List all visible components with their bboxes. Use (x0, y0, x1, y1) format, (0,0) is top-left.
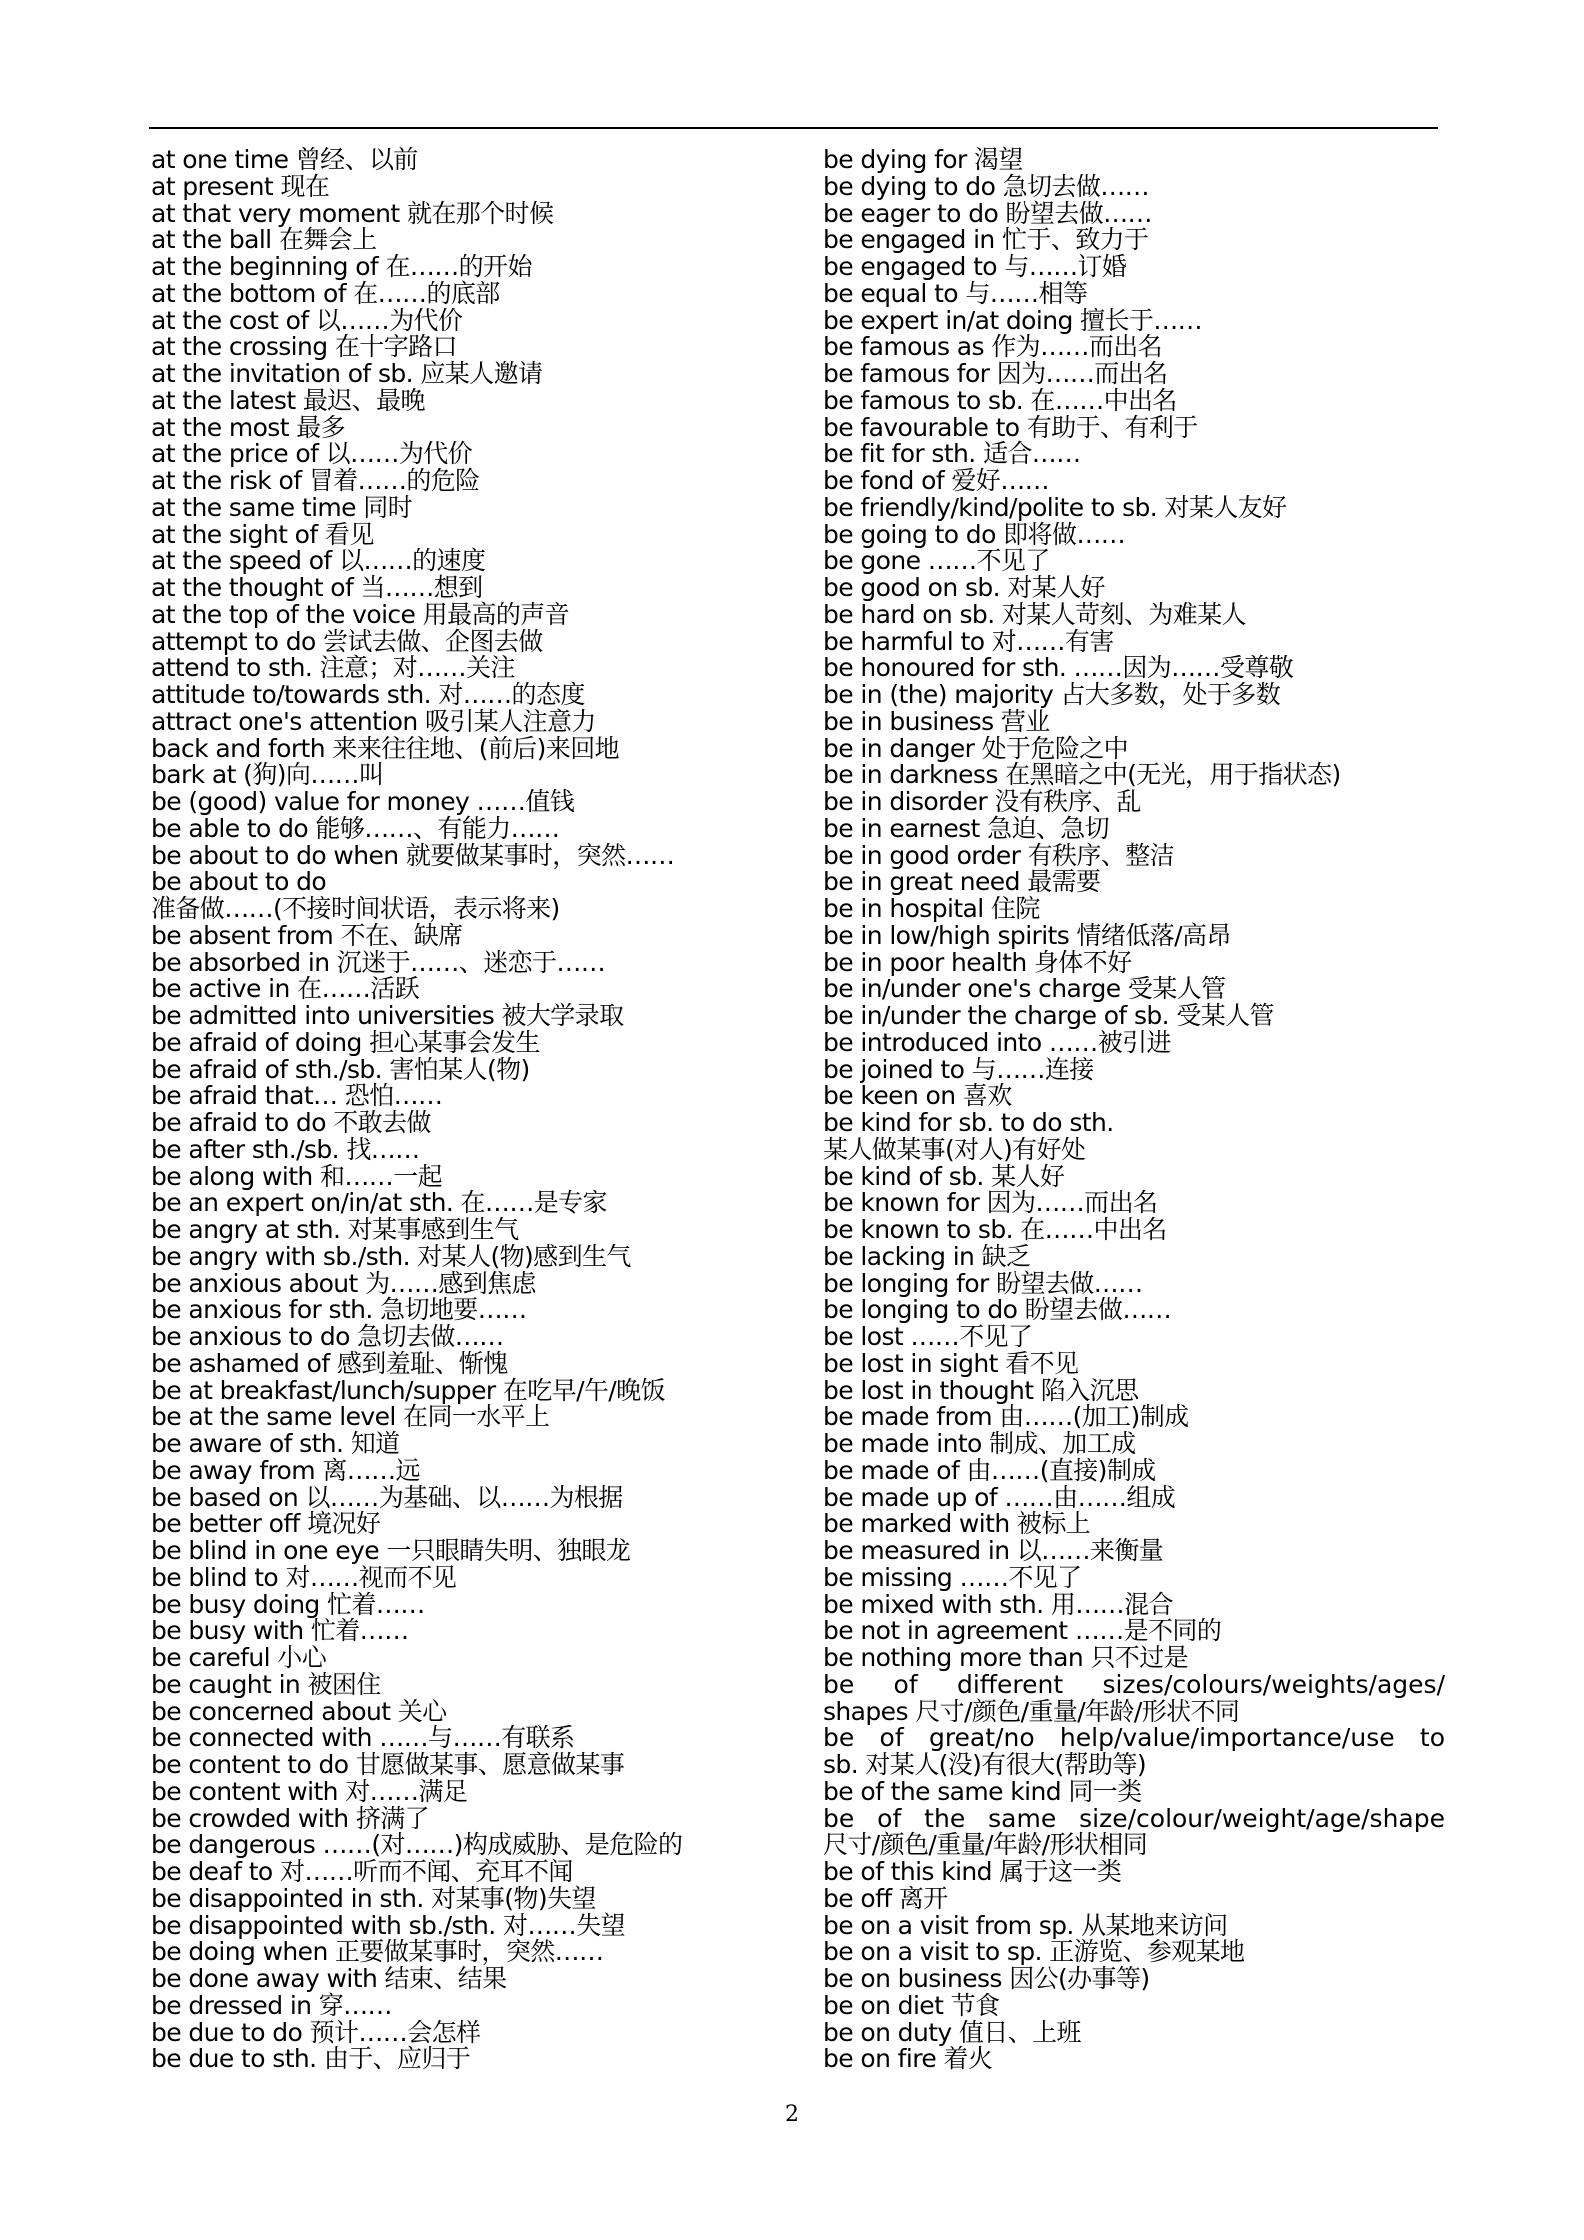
phrase-entry: be in danger 处于危险之中 (823, 733, 1129, 763)
phrase-entry: be content with 对……满足 (151, 1776, 468, 1806)
phrase-entry: be famous as 作为……而出名 (823, 332, 1163, 362)
phrase-entry: be blind in one eye 一只眼睛失明、独眼龙 (151, 1536, 631, 1565)
phrase-entry: be on business 因公(办事等) (823, 1964, 1150, 1993)
phrase-entry: be made up of ……由……组成 (823, 1482, 1176, 1512)
phrase-entry: be admitted into universities 被大学录取 (151, 1001, 624, 1030)
phrase-entry: be done away with 结束、结果 (151, 1964, 507, 1993)
phrase-entry: be of different sizes/colours/weights/ages/ (823, 1669, 1445, 1699)
phrase-entry: be mixed with sth. 用……混合 (823, 1589, 1173, 1619)
phrase-entry: be made from 由……(加工)制成 (823, 1402, 1189, 1432)
phrase-entry: be at the same level 在同一水平上 (151, 1402, 550, 1432)
page-number: 2 (785, 2102, 799, 2127)
phrase-entry: attend to sth. 注意；对……关注 (151, 653, 515, 683)
phrase-entry: be friendly/kind/polite to sb. 对某人友好 (823, 492, 1287, 522)
phrase-entry: be honoured for sth. ……因为……受尊敬 (823, 653, 1294, 683)
phrase-entry: be off 离开 (823, 1883, 948, 1913)
phrase-entry: be in hospital 住院 (823, 894, 1040, 923)
phrase-entry: be eager to do 盼望去做…… (823, 198, 1152, 228)
phrase-entry: be of the same kind 同一类 (823, 1776, 1142, 1806)
phrase-entry: be dressed in 穿…… (151, 1990, 392, 2020)
phrase-entry: 尺寸/颜色/重量/年龄/形状相同 (823, 1830, 1148, 1860)
phrase-entry: be afraid to do 不敢去做 (151, 1108, 431, 1137)
phrase-entry: at the cost of 以……为代价 (151, 305, 463, 335)
phrase-entry: be introduced into ……被引进 (823, 1027, 1171, 1057)
phrase-entry: be due to sth. 由于、应归于 (151, 2044, 471, 2074)
phrase-entry: at the thought of 当……想到 (151, 573, 483, 602)
phrase-entry: be in disorder 没有秩序、乱 (823, 787, 1141, 816)
left-phrase-column (151, 147, 791, 2073)
phrase-entry: at the crossing 在十字路口 (151, 332, 457, 362)
phrase-entry: be known to sb. 在……中出名 (823, 1215, 1167, 1244)
phrase-entry: be in low/high spirits 情绪低落/高昂 (823, 920, 1231, 950)
phrase-entry: be kind for sb. to do sth. (823, 1108, 1114, 1137)
phrase-entry: be measured in 以……来衡量 (823, 1536, 1164, 1565)
phrase-entry: be at breakfast/lunch/supper 在吃早/午/晚饭 (151, 1375, 665, 1405)
phrase-entry: be aware of sth. 知道 (151, 1429, 400, 1458)
phrase-entry: be afraid of sth./sb. 害怕某人(物) (151, 1054, 530, 1084)
phrase-entry: be on fire 着火 (823, 2044, 993, 2074)
phrase-entry: be angry with sb./sth. 对某人(物)感到生气 (151, 1241, 631, 1271)
phrase-entry: 准备做……(不接时间状语，表示将来) (151, 894, 560, 923)
phrase-entry: be good on sb. 对某人好 (823, 573, 1105, 602)
phrase-entry: be of great/no help/value/importance/use to (823, 1723, 1445, 1753)
phrase-entry: attempt to do 尝试去做、企图去做 (151, 626, 543, 656)
phrase-entry: be busy doing 忙着…… (151, 1589, 425, 1619)
header-rule (149, 127, 1438, 129)
phrase-entry: be disappointed with sb./sth. 对……失望 (151, 1910, 625, 1940)
phrase-entry: be afraid that… 恐怕…… (151, 1081, 443, 1111)
phrase-entry: be engaged in 忙于、致力于 (823, 225, 1149, 255)
phrase-entry: be in (the) majority 占大多数，处于多数 (823, 680, 1281, 709)
phrase-entry: be keen on 喜欢 (823, 1081, 1012, 1111)
phrase-entry: be caught in 被困住 (151, 1669, 381, 1699)
phrase-entry: be deaf to 对……听而不闻、充耳不闻 (151, 1857, 573, 1886)
phrase-entry: be lost ……不见了 (823, 1322, 1033, 1351)
phrase-entry: be able to do 能够……、有能力…… (151, 813, 560, 843)
phrase-entry: be longing for 盼望去做…… (823, 1268, 1143, 1298)
phrase-entry: attitude to/towards sth. 对……的态度 (151, 680, 585, 709)
phrase-entry: be on duty 值日、上班 (823, 2017, 1081, 2047)
phrase-entry: be dangerous ……(对……)构成威胁、是危险的 (151, 1830, 683, 1860)
phrase-entry: be of this kind 属于这一类 (823, 1857, 1122, 1886)
phrase-entry: be concerned about 关心 (151, 1696, 447, 1726)
phrase-entry: be dying for 渴望 (823, 145, 1023, 174)
phrase-entry: be anxious for sth. 急切地要…… (151, 1295, 527, 1325)
phrase-entry: be joined to 与……连接 (823, 1054, 1094, 1084)
phrase-entry: be along with 和……一起 (151, 1161, 443, 1191)
phrase-entry: be in poor health 身体不好 (823, 947, 1132, 977)
phrase-entry: be in good order 有秩序、整洁 (823, 840, 1175, 870)
phrase-entry: be kind of sb. 某人好 (823, 1161, 1065, 1191)
phrase-entry: be hard on sb. 对某人苛刻、为难某人 (823, 599, 1246, 629)
phrase-entry: be famous to sb. 在……中出名 (823, 385, 1177, 415)
phrase-entry: be lacking in 缺乏 (823, 1241, 1031, 1271)
phrase-entry: be in/under one's charge 受某人管 (823, 974, 1226, 1004)
phrase-entry: be busy with 忙着…… (151, 1616, 409, 1646)
phrase-entry: be disappointed in sth. 对某事(物)失望 (151, 1883, 596, 1913)
phrase-entry: be active in 在……活跃 (151, 974, 420, 1004)
phrase-entry: shapes 尺寸/颜色/重量/年龄/形状不同 (823, 1696, 1240, 1726)
phrase-entry: be afraid of doing 担心某事会发生 (151, 1027, 540, 1057)
phrase-entry: be on a visit from sp. 从某地来访问 (823, 1910, 1228, 1940)
phrase-entry: be connected with ……与……有联系 (151, 1723, 575, 1753)
phrase-entry: be in business 营业 (823, 706, 1050, 736)
phrase-entry: be engaged to 与……订婚 (823, 252, 1127, 281)
phrase-entry: be of the same size/colour/weight/age/shape (823, 1803, 1445, 1833)
phrase-entry: be nothing more than 只不过是 (823, 1643, 1189, 1672)
phrase-entry: at the beginning of 在……的开始 (151, 252, 532, 281)
phrase-entry: at the bottom of 在……的底部 (151, 278, 500, 308)
phrase-entry: be going to do 即将做…… (823, 519, 1126, 549)
phrase-entry: at the most 最多 (151, 412, 346, 442)
phrase-entry: be in darkness 在黑暗之中(无光，用于指状态) (823, 760, 1341, 790)
phrase-entry: be lost in thought 陷入沉思 (823, 1375, 1139, 1405)
phrase-entry: be favourable to 有助于、有利于 (823, 412, 1198, 442)
phrase-entry: be about to do when 就要做某事时，突然…… (151, 840, 675, 870)
phrase-entry: be in great need 最需要 (823, 867, 1101, 897)
phrase-entry: be harmful to 对……有害 (823, 626, 1114, 656)
phrase-entry: 某人做某事(对人)有好处 (823, 1134, 1086, 1164)
phrase-entry: at the risk of 冒着……的危险 (151, 466, 480, 495)
phrase-entry: be expert in/at doing 擅长于…… (823, 305, 1203, 335)
phrase-entry: be on a visit to sp. 正游览、参观某地 (823, 1937, 1245, 1967)
phrase-entry: at the invitation of sb. 应某人邀请 (151, 359, 543, 388)
phrase-entry: be due to do 预计……会怎样 (151, 2017, 481, 2047)
phrase-entry: be known for 因为……而出名 (823, 1188, 1158, 1218)
phrase-entry: at the sight of 看见 (151, 519, 374, 549)
phrase-entry: be anxious about 为……感到焦虑 (151, 1268, 536, 1298)
phrase-entry: be longing to do 盼望去做…… (823, 1295, 1172, 1325)
phrase-entry: be anxious to do 急切去做…… (151, 1322, 504, 1351)
phrase-entry: be equal to 与……相等 (823, 278, 1088, 308)
phrase-entry: be in earnest 急迫、急切 (823, 813, 1110, 843)
phrase-entry: at one time 曾经、以前 (151, 145, 418, 174)
phrase-entry: be gone ……不见了 (823, 546, 1050, 576)
phrase-entry: be after sth./sb. 找…… (151, 1134, 420, 1164)
phrase-entry: be on diet 节食 (823, 1990, 1000, 2020)
phrase-entry: be (good) value for money ……值钱 (151, 787, 575, 816)
phrase-entry: be absorbed in 沉迷于……、迷恋于…… (151, 947, 606, 977)
phrase-entry: at the same time 同时 (151, 492, 413, 522)
phrase-entry: be about to do (151, 867, 327, 897)
phrase-entry: be an expert on/in/at sth. 在……是专家 (151, 1188, 607, 1218)
phrase-entry: be not in agreement ……是不同的 (823, 1616, 1222, 1646)
phrase-entry: sb. 对某人(没)有很大(帮助等) (823, 1750, 1147, 1779)
phrase-entry: be made of 由……(直接)制成 (823, 1455, 1156, 1485)
phrase-entry: be lost in sight 看不见 (823, 1348, 1079, 1378)
phrase-entry: at the speed of 以……的速度 (151, 546, 486, 576)
phrase-entry: be fit for sth. 适合…… (823, 439, 1081, 469)
phrase-entry: be famous for 因为……而出名 (823, 359, 1168, 388)
right-phrase-column (823, 147, 1445, 2073)
phrase-entry: be careful 小心 (151, 1643, 327, 1672)
phrase-entry: attract one's attention 吸引某人注意力 (151, 706, 596, 736)
phrase-entry: be ashamed of 感到羞耻、惭愧 (151, 1348, 508, 1378)
phrase-entry: at the top of the voice 用最高的声音 (151, 599, 570, 629)
phrase-entry: be away from 离……远 (151, 1455, 420, 1485)
phrase-entry: at the ball 在舞会上 (151, 225, 377, 255)
phrase-entry: be marked with 被标上 (823, 1509, 1091, 1539)
phrase-entry: be content to do 甘愿做某事、愿意做某事 (151, 1750, 625, 1779)
phrase-entry: be better off 境况好 (151, 1509, 381, 1539)
phrase-entry: be made into 制成、加工成 (823, 1429, 1136, 1458)
phrase-entry: at the price of 以……为代价 (151, 439, 473, 469)
phrase-entry: be angry at sth. 对某事感到生气 (151, 1215, 519, 1244)
phrase-entry: back and forth 来来往往地、(前后)来回地 (151, 733, 620, 763)
phrase-entry: be based on 以……为基础、以……为根据 (151, 1482, 623, 1512)
phrase-entry: at the latest 最迟、最晚 (151, 385, 425, 415)
phrase-entry: bark at (狗)向……叫 (151, 760, 384, 790)
phrase-entry: be missing ……不见了 (823, 1562, 1082, 1592)
phrase-entry: be absent from 不在、缺席 (151, 920, 463, 950)
phrase-entry: be blind to 对……视而不见 (151, 1562, 457, 1592)
phrase-entry: be doing when 正要做某事时，突然…… (151, 1937, 604, 1967)
phrase-entry: at present 现在 (151, 171, 330, 201)
phrase-entry: at that very moment 就在那个时候 (151, 198, 554, 228)
phrase-entry: be crowded with 挤满了 (151, 1803, 430, 1833)
phrase-entry: be in/under the charge of sb. 受某人管 (823, 1001, 1274, 1030)
phrase-entry: be dying to do 急切去做…… (823, 171, 1150, 201)
phrase-entry: be fond of 爱好…… (823, 466, 1049, 495)
